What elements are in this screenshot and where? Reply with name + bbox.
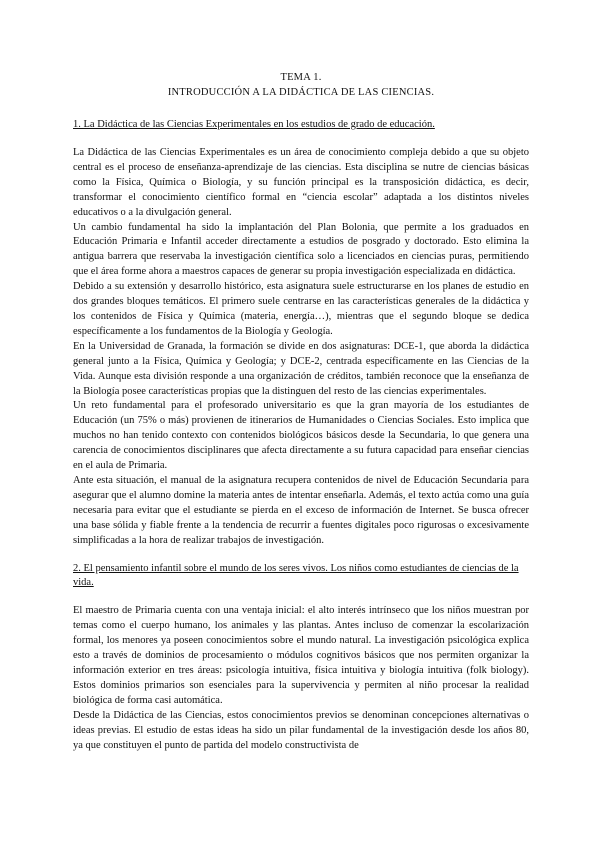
section-1-paragraph: Ante esta situación, el manual de la asignatura recupera contenidos de nivel de Educación Secundaria para asegurar que el alumno domine la materia antes de intentar enseñarla. Además, el texto actúa como una guía necesaria para evitar que el estudiante se pierda en el exceso de información de Internet. Se busca ofrecer una base sólida y fiable frente a la tendencia de recurrir a fuentes digitales poco rigurosas o excesivamente simplificadas a la hora de realizar trabajos de investigación.: [73, 474, 529, 546]
section-1-paragraph: La Didáctica de las Ciencias Experimentales es un área de conocimiento compleja debido a que su objeto central es el proceso de enseñanza-aprendizaje de las ciencias. Esta disciplina se nutre de ciencias básicas como la Física, Química o Biología, y su función principal es la transposición didáctica, es decir, transformar el conocimiento científico formal en “ciencia escolar” adaptada a los distintos niveles educativos o a la divulgación general.: [73, 147, 529, 218]
section-1-paragraph: En la Universidad de Granada, la formación se divide en dos asignaturas: DCE-1, que aborda la didáctica general junto a la Física, Química y Geología; y DCE-2, centrada específicamente en las Ciencias de la Vida. Aunque esta división responde a una organización de créditos, también reconoce que la enseñanza de la Biología posee características propias que la distinguen del resto de las ciencias experimentales.: [73, 340, 529, 397]
title-line-2: INTRODUCCIÓN A LA DIDÁCTICA DE LAS CIENCIAS.: [167, 87, 435, 98]
section-1-paragraph: Un reto fundamental para el profesorado universitario es que la gran mayoría de los estudiantes de Educación (un 75% o más) provienen de itinerarios de Humanidades o Ciencias Sociales. Esto implica que muchos no han tenido contexto con contenidos biológicos básicos desde la Secundaria, lo que genera una carencia de conocimientos disciplinares que afecta directamente a su futura capacidad para enseñar ciencias en el aula de Primaria.: [73, 400, 529, 472]
section-1-paragraph: Debido a su extensión y desarrollo histórico, esta asignatura suele estructurarse en los planes de estudio en dos grandes bloques temáticos. El primero suele centrarse en las características generales de la didáctica y los contenidos de Física y Química (materia, energía…), mientras que el segundo bloque se dedica específicamente a los fundamentos de la Biología y Geología.: [73, 281, 529, 337]
section-2-paragraph: Desde la Didáctica de las Ciencias, estos conocimientos previos se denominan concepciones alternativas o ideas previas. El estudio de estas ideas ha sido un pilar fundamental de la investigación desde los años 80, ya que constituyen el punto de partida del modelo constructivista de: [73, 709, 529, 751]
section-2-heading: 2. El pensamiento infantil sobre el mundo de los seres vivos. Los niños como estudiantes de ciencias de la vida.: [73, 563, 519, 589]
section-1-heading: 1. La Didáctica de las Ciencias Experimentales en los estudios de grado de educación.: [73, 119, 435, 130]
title-line-1: TEMA 1.: [280, 72, 322, 83]
document-page: [73, 70, 529, 754]
document-title: [73, 70, 529, 100]
section-1-paragraph: Un cambio fundamental ha sido la implantación del Plan Bolonia, que permite a los graduados en Educación Primaria e Infantil acceder directamente a estudios de posgrado y doctorado. Esto elimina la antigua barrera que reservaba la investigación científica solo a licenciados en ciencias puras, permitiendo que el área forme ahora a maestros capaces de generar su propia investigación especializada en didáctica.: [73, 221, 529, 278]
section-2-paragraph: El maestro de Primaria cuenta con una ventaja inicial: el alto interés intrínseco que los niños muestran por temas como el cuerpo humano, los animales y las plantas. Antes incluso de comenzar la escolarización formal, los menores ya poseen conocimientos sobre el mundo natural. La investigación psicológica explica esto a través de dominios de procesamiento o módulos cognitivos básicos que nos permiten organizar la información exterior en tres áreas: psicología intuitiva, física intuitiva y biología intuitiva (folk biology). Estos dominios primarios son esenciales para la supervivencia y permiten al niño procesar la realidad biológica de forma casi automática.: [73, 605, 529, 706]
